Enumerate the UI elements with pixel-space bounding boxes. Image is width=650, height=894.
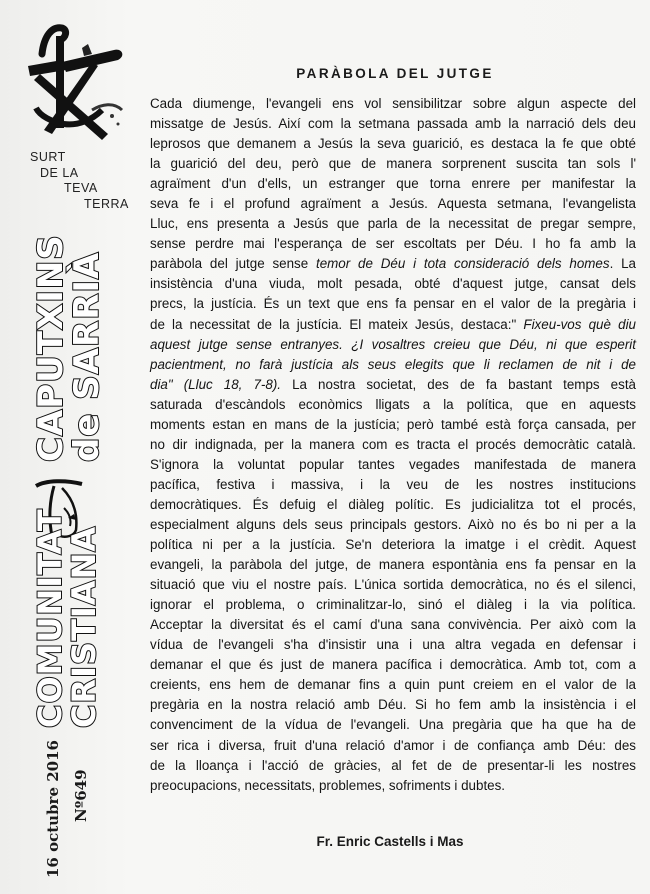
body-line: no dir indignada, per la manera com es tracta el procés democràtic català. bbox=[150, 436, 636, 452]
body-line: creients, ens hem de demanar fins a quin punt creiem en el valor de la bbox=[150, 677, 636, 693]
tagline-line: TEVA bbox=[64, 181, 98, 195]
sidebar: SURT DE LA TEVA TERRA CAPUTXINS de SARRIÀ COMUNITAT CRISTIANA 16 octubre 2016 Nº649 bbox=[0, 0, 150, 894]
body-line: leprosos que demanem a Jesús la seva guarició, es destaca la fe que obté bbox=[150, 136, 636, 152]
author-signature: Fr. Enric Castells i Mas bbox=[316, 834, 464, 849]
body-line bbox=[150, 335, 636, 355]
article-body bbox=[150, 94, 636, 796]
body-text: . La bbox=[609, 256, 636, 272]
body-line bbox=[150, 375, 636, 395]
body-line: convenciment de la vídua de l'evangeli. Una pregària que ha que ha de bbox=[150, 717, 636, 733]
body-italic: dia" (Lluc 18, 7-8). bbox=[150, 376, 282, 392]
body-text: La nostra societat, des de fa bastant temps està bbox=[281, 376, 636, 392]
body-text: paràbola del jutge sense bbox=[150, 256, 316, 272]
body-line: moments estan en mans de la justícia; però també està força cansada, per bbox=[150, 416, 636, 432]
tagline-line: DE LA bbox=[40, 165, 79, 180]
body-line: ignorar el problema, o criminalitzar-lo, sinó el diàleg i la via política. bbox=[150, 597, 636, 613]
body-italic: pacientment, no farà justícia als seus elegits que li reclamen de nit i de bbox=[150, 356, 636, 372]
tagline bbox=[30, 150, 140, 212]
body-line bbox=[150, 254, 636, 274]
cross-logo-icon bbox=[22, 6, 134, 146]
body-italic: Fixeu-vos què diu bbox=[523, 316, 636, 332]
body-line bbox=[150, 355, 636, 375]
body-line: insistència d'una viuda, molt pesada, obté d'aquest jutge, cansat dels bbox=[150, 276, 636, 292]
body-line: sense perdre mai l'esperança de ser escoltats per Déu. I ho fa amb la bbox=[150, 236, 636, 252]
body-line bbox=[150, 315, 636, 335]
body-line: precs, la justícia. És un text que ens fa pensar en el valor de la pregària i bbox=[150, 296, 636, 312]
body-line: evangeli, la paràbola del jutge, de manera espontània ens fa pensar en la bbox=[150, 557, 636, 573]
body-line: ser rica i diversa, fruit d'una relació d'amor i de confiança amb Déu: des bbox=[150, 737, 636, 753]
body-line: Lluc, ens presenta a Jesús que parla de la necessitat de pregar sempre, bbox=[150, 216, 636, 232]
body-line: política ni per a la justícia. Se'n deteriora la imatge i el crèdit. Aquest bbox=[150, 537, 636, 553]
body-line: de la lloança i l'acció de gràcies, al fet de de presentar-li les nostres bbox=[150, 757, 636, 773]
body-line: demanar el que és just de manera pacífica i democràtica. Amb tot, com a bbox=[150, 657, 636, 673]
body-line: Acceptar la diversitat és el camí d'una sana convivència. Per això com la bbox=[150, 617, 636, 633]
body-line: agraïment d'un d'ells, un estranger que torna enrere per manifestar la bbox=[150, 176, 636, 192]
body-line: democràtiques. És defuig el diàleg polític. Es judicialitza tot el procés, bbox=[150, 496, 636, 512]
tagline-line: SURT bbox=[30, 150, 66, 164]
body-line: S'ignora la voluntat popular tantes vegades manifestada de manera bbox=[150, 456, 636, 472]
body-line: vídua de l'evangeli s'ha d'insistir una i una altra vegada en defensar i bbox=[150, 637, 636, 653]
body-line: la guarició del deu, però que de manera sorprenent suscita tan sols l' bbox=[150, 156, 636, 172]
article-title: PARÀBOLA DEL JUTGE bbox=[296, 66, 494, 81]
body-italic: aquest jutge sense entranyes. ¿I vosaltres creieu que Déu, ni que esperit bbox=[150, 336, 636, 352]
body-line: pregària en la nostra relació amb Déu. Si ho fem amb la insistència i el bbox=[150, 697, 636, 713]
body-line: pacífica, festiva i massiva, i la veu de les nostres institucions bbox=[150, 476, 636, 492]
body-line: situació que viu el nostre país. L'única sortida democràtica, no és el silenci, bbox=[150, 577, 636, 593]
body-line: preocupacions, necessitats, problemes, sofriments i dubtes. bbox=[150, 777, 506, 793]
body-line: especialment alguns dels seus principals gestors. Això no és bo ni per a la bbox=[150, 516, 636, 532]
body-line: missatge de Jesús. Així com la setmana passada amb la narració dels deu bbox=[150, 116, 636, 132]
body-line: saturada d'escàndols econòmics lligats a la política, que en aquests bbox=[150, 396, 636, 412]
body-line: seva fe i el profund agraïment a Jesús. Aquesta setmana, l'evangelista bbox=[150, 196, 636, 212]
body-line: Cada diumenge, l'evangeli ens vol sensibilitzar sobre algun aspecte del bbox=[150, 96, 636, 111]
body-text: de la necessitat de la justícia. El mateix Jesús, destaca:" bbox=[150, 316, 524, 332]
tagline-line: TERRA bbox=[84, 196, 129, 211]
body-italic: temor de Déu i tota consideració dels homes bbox=[315, 256, 610, 272]
